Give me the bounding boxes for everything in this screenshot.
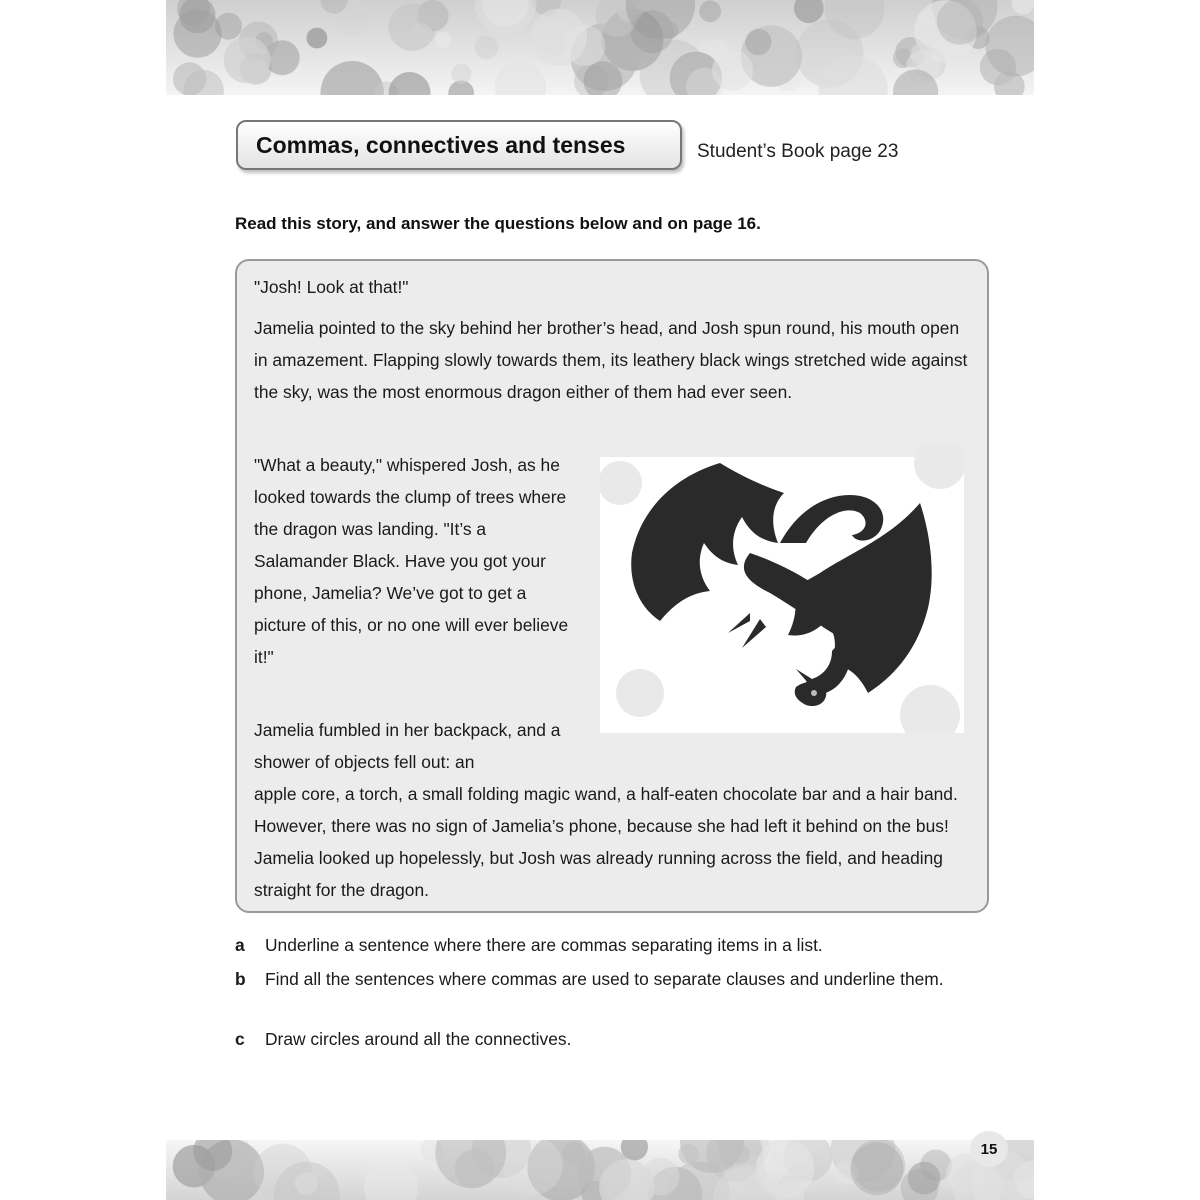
story-paragraph: "What a beauty," whispered Josh, as he looked towards the clump of trees where the dragon was landing. "It’s a Salamander Black. Have you got your phone, Jamelia? We’ve got to get a picture of this, or no one will ever believe it!"	[254, 455, 569, 667]
title-box	[236, 120, 682, 170]
decorative-bubble-band-top	[166, 0, 1034, 95]
bubble-decoration	[475, 0, 537, 34]
bubble-decoration	[215, 13, 242, 40]
bubble-decoration	[307, 28, 328, 49]
bubble-decoration	[908, 1162, 941, 1195]
page-title: Commas, connectives and tenses	[256, 131, 626, 158]
dragon-illustration	[600, 443, 964, 733]
question-letter: c	[235, 1029, 245, 1049]
question-text: Underline a sentence where there are commas separating items in a list.	[265, 935, 823, 955]
bubble-decoration	[730, 1144, 750, 1164]
bubble-decoration	[850, 1142, 903, 1195]
bubble-decoration	[389, 72, 431, 95]
bubble-decoration	[699, 0, 721, 22]
bubble-decoration	[389, 3, 436, 50]
bubble-decoration	[937, 0, 983, 45]
bubble-decoration	[435, 1140, 506, 1188]
bubble-decoration	[662, 22, 679, 39]
bubble-decoration	[678, 1144, 698, 1164]
question-text: Draw circles around all the connectives.	[265, 1029, 572, 1049]
bubble-decoration	[451, 64, 471, 84]
story-box	[235, 259, 989, 913]
instruction-text: Read this story, and answer the questions below and on page 16.	[235, 214, 761, 233]
bubble-decoration	[364, 1160, 418, 1200]
book-reference: Student’s Book page 23	[697, 141, 899, 162]
worksheet-page	[166, 0, 1034, 1200]
page-number: 15	[970, 1131, 1008, 1167]
bubble-decoration	[321, 61, 384, 95]
story-paragraph: apple core, a torch, a small folding magic wand, a half-eaten chocolate bar and a hair band. However, there was no sign of Jamelia’s phone, because she had left it behind on the bus! Jamelia looked up hopelessly, but Josh was already running across the field, and heading straight for the dragon.	[254, 784, 958, 900]
story-paragraph: Jamelia pointed to the sky behind her brother’s head, and Josh spun round, his mouth open in amazement. Flapping slowly towards them, its leathery black wings stretched wide against the sky, was the most enormous dragon either of them had ever seen.	[254, 318, 968, 402]
bubble-decoration	[745, 29, 771, 55]
bubble-decoration	[1012, 0, 1034, 14]
story-paragraph: Jamelia fumbled in her backpack, and a shower of objects fell out: an	[254, 720, 561, 772]
decorative-bubble-band-bottom	[166, 1140, 1034, 1200]
question-text: Find all the sentences where commas are used to separate clauses and underline them.	[265, 969, 944, 989]
bubble-decoration	[224, 37, 271, 84]
bubble-decoration	[435, 32, 451, 48]
bubble-decoration	[475, 36, 499, 60]
story-paragraph: "Josh! Look at that!"	[254, 277, 409, 297]
bubble-decoration	[564, 25, 605, 66]
question-letter: b	[235, 969, 246, 989]
bubble-decoration	[794, 0, 824, 23]
question-letter: a	[235, 935, 245, 955]
bubble-decoration	[295, 1172, 318, 1195]
bubble-decoration	[495, 62, 546, 96]
